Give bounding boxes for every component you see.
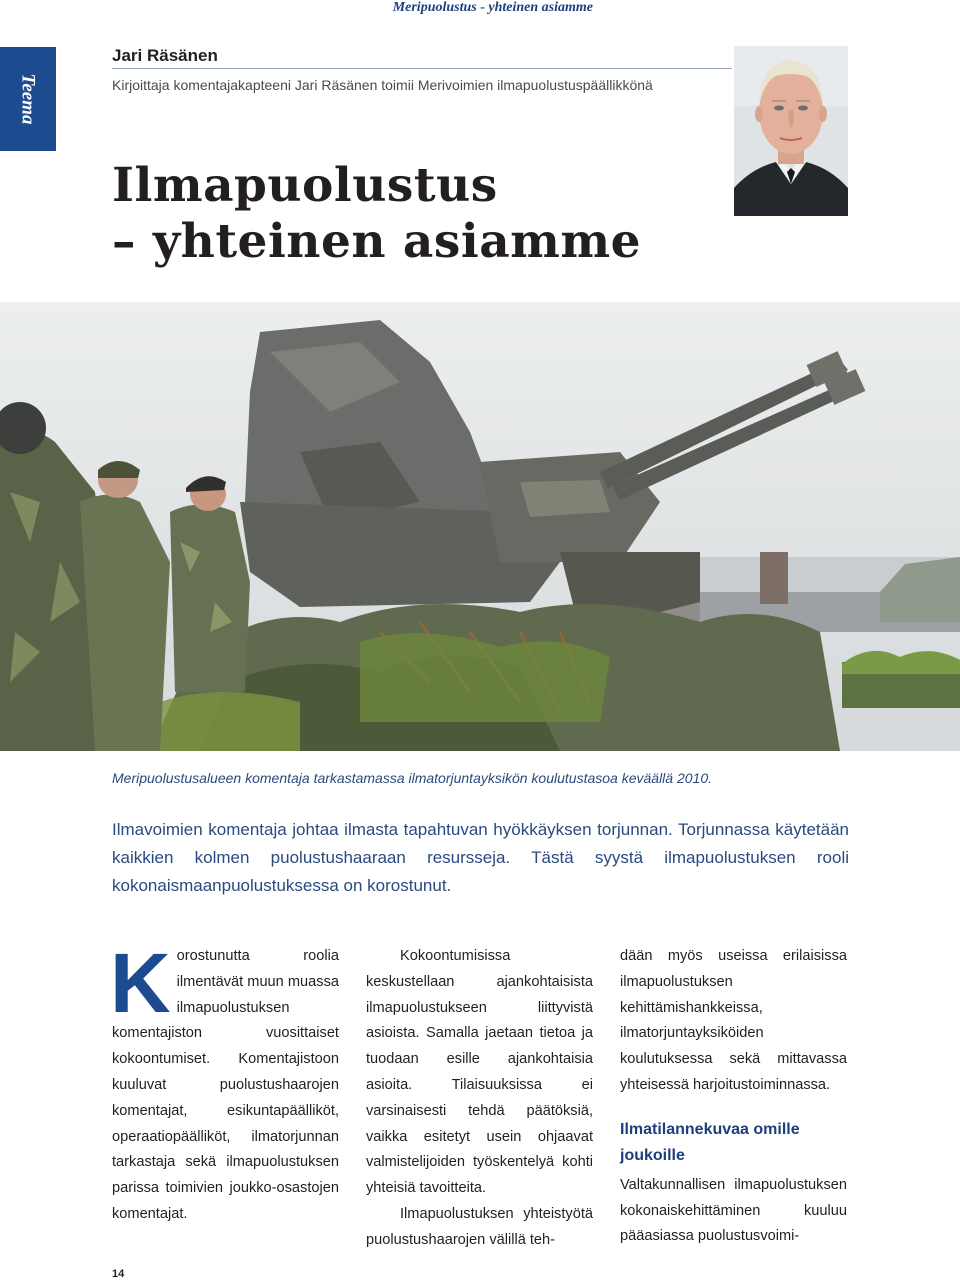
author-portrait (734, 46, 848, 216)
running-head: Meripuolustus - yhteinen asiamme (392, 0, 593, 15)
body-paragraph: dään myös useissa erilaisissa ilmapuolustuksen kehittämishankkeissa, ilmatorjuntayksiköiden koulutuksessa sekä mittavassa yhteisessä harjoitustoiminnassa. (620, 948, 847, 1093)
subheading: Ilmatilannekuvaa omille joukoille (620, 1120, 800, 1164)
section-tab (0, 47, 56, 151)
author-name: Jari Räsänen (112, 46, 218, 65)
body-column-3 (620, 944, 847, 1250)
author-divider (112, 68, 732, 69)
headline (112, 158, 641, 270)
feature-photo (0, 302, 960, 751)
body-column-2 (366, 944, 593, 1254)
body-paragraph: Valtakunnallisen ilmapuolustuksen kokonaiskehittäminen kuuluu pääasiassa puolustusvoimi- (620, 1176, 847, 1245)
body-paragraph: orostunutta roolia ilmentävät muun muassa ilmapuolustuksen komentajiston vuosittaiset kokoontumiset. Komentajistoon kuuluvat puolustushaarojen komentajat, esikuntapäälliköt, operaatiopäälliköt, ilmatorjunnan tarkastaja sekä ilmapuolustuksen parissa toimivien joukko-osastojen komentajat. (112, 948, 339, 1222)
body-paragraph: Kokoontumisissa keskustellaan ajankohtaisista ilmapuolustukseen liittyvistä asioista. Samalla jaetaan tietoa ja tuodaan esille ajankohtaisia asioita. Tilaisuuksissa ei varsinaisesti tehdä päätöksiä, vaikka esitetyt usein ohjaavat valmistelijoiden työskentelyä kohti yhteisiä tavoitteita. (366, 948, 593, 1197)
lead-paragraph: Ilmavoimien komentaja johtaa ilmasta tapahtuvan hyökkäyksen torjunnan. Torjunnassa käytetään kaikkien kolmen puolustushaaraan resursseja. Tästä syystä ilmapuolustuksen rooli kokonaismaanpuolustuksessa on korostunut. (112, 820, 849, 895)
author-description: Kirjoittaja komentajakapteeni Jari Räsänen toimii Merivoimien ilmapuolustuspäällikkönä (112, 77, 653, 93)
drop-cap: K (110, 936, 171, 1030)
page-number: 14 (112, 1268, 125, 1280)
section-tab-label: Teema (17, 73, 39, 125)
headline-line-2: – yhteinen asiamme (112, 214, 642, 269)
photo-caption: Meripuolustusalueen komentaja tarkastamassa ilmatorjuntayksikön koulutustasoa keväällä 2010. (112, 770, 712, 786)
body-paragraph: Ilmapuolustuksen yhteistyötä puolustushaarojen välillä teh- (366, 1205, 593, 1248)
headline-line-1: Ilmapuolustus (112, 158, 498, 213)
body-column-1 (110, 936, 339, 1228)
